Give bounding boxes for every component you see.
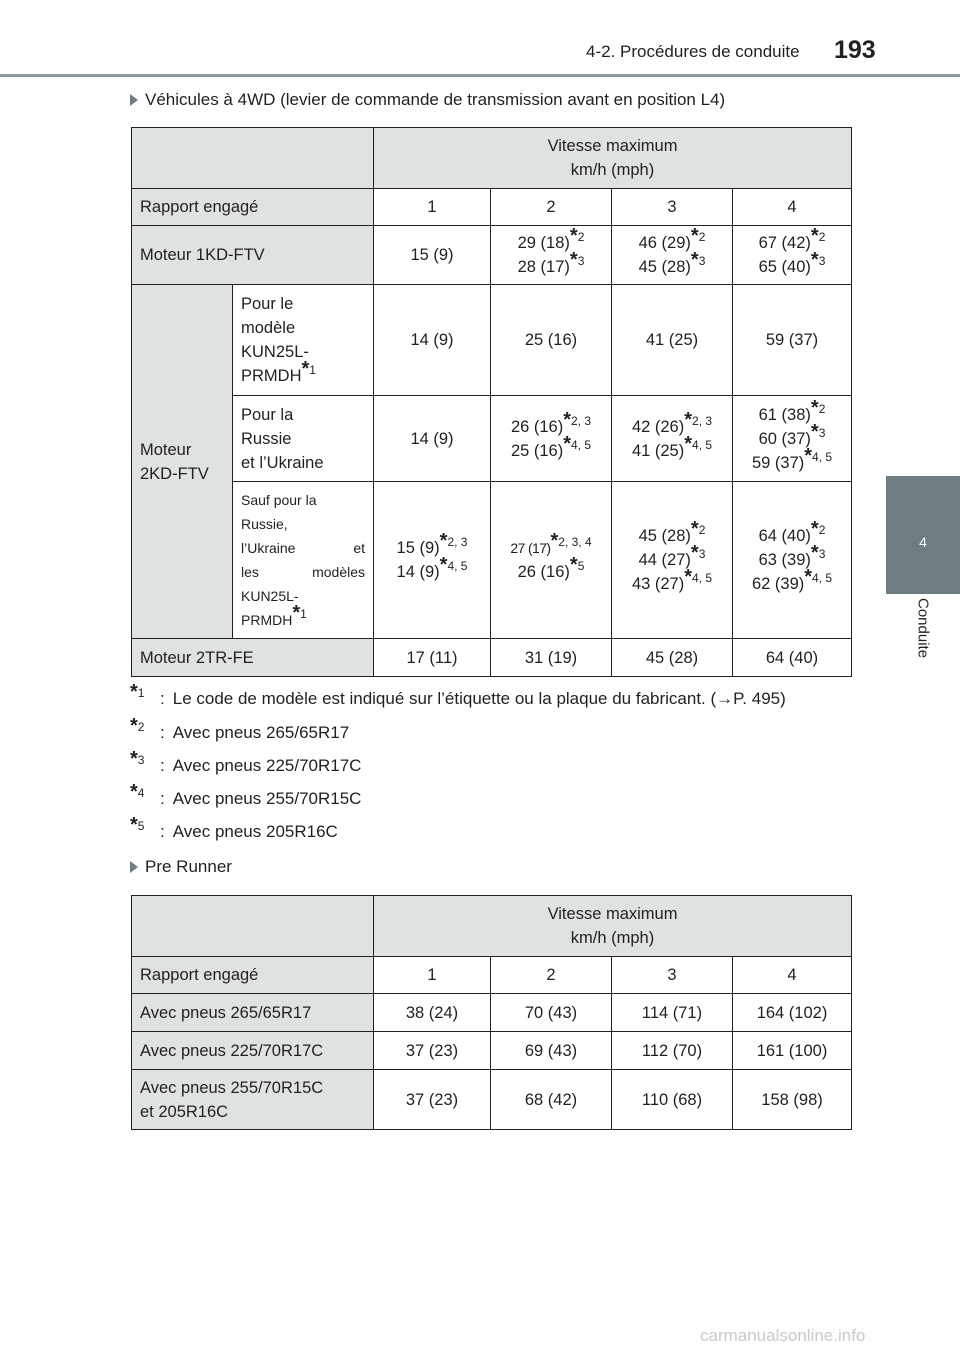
footnote-star: * <box>563 408 572 431</box>
value-cell: 15 (9) <box>374 226 491 285</box>
sub-label-line: modèle <box>241 319 296 337</box>
bullet-triangle-icon <box>130 861 138 873</box>
footnote-ref: 2 <box>818 401 826 416</box>
sub-label-cell <box>233 396 374 482</box>
footnote-marker <box>130 748 160 776</box>
footnote-star: * <box>130 715 138 737</box>
page-number: 193 <box>834 36 876 64</box>
value-cell <box>612 226 733 285</box>
table-row <box>132 285 852 396</box>
gear-cell: 1 <box>374 957 491 994</box>
footnote-ref: 2 <box>698 523 706 537</box>
value: 44 (27) <box>638 551 691 569</box>
value: 60 (37) <box>758 429 811 448</box>
watermark: carmanualsonline.info <box>700 1326 866 1345</box>
footnote-ref: 4, 5 <box>812 449 833 464</box>
row-label-cell <box>132 1032 374 1070</box>
footnote-text: Avec pneus 265/65R17 <box>172 723 350 742</box>
sub-label-line <box>241 560 369 584</box>
word: modèles <box>312 564 365 580</box>
sub-label-line: Russie <box>241 429 292 448</box>
sub-label-line: Sauf pour la <box>241 492 317 508</box>
value: 29 (18) <box>517 234 570 252</box>
footnote-ref: 2, 3, 4 <box>558 535 592 549</box>
footnote-text: Le code de modèle est indiqué sur l’étiquette ou la plaque du fabricant. ( <box>172 689 717 708</box>
footnote-star: * <box>810 225 819 247</box>
footnote-ref: 1 <box>137 686 145 700</box>
table-header-cell <box>374 128 852 189</box>
header-rule <box>0 74 960 77</box>
value-cell: 17 (11) <box>374 639 491 677</box>
value: 63 (39) <box>758 551 811 569</box>
table-row <box>132 994 852 1032</box>
sub-label-line: et l’Ukraine <box>241 453 324 472</box>
word: l’Ukraine <box>241 540 296 556</box>
gear-label-cell: Rapport engagé <box>132 957 374 994</box>
value-cell: 25 (16) <box>491 285 612 396</box>
footnote-ref: 4, 5 <box>692 571 713 585</box>
footnote-ref: 4, 5 <box>571 437 592 452</box>
value-cell <box>733 396 852 482</box>
gear-cell: 1 <box>374 189 491 226</box>
footnote-2 <box>130 715 350 743</box>
value-cell: 68 (42) <box>491 1070 612 1130</box>
header-line: Vitesse maximum <box>547 905 678 923</box>
value-cell: 112 (70) <box>612 1032 733 1070</box>
footnote-star: * <box>301 358 310 380</box>
footnote-star: * <box>569 225 578 247</box>
sub-label-line: PRMDH <box>241 612 293 628</box>
footnote-text: Avec pneus 225/70R17C <box>172 756 362 775</box>
table-row <box>132 482 852 639</box>
footnote-star: * <box>130 814 138 836</box>
row-label-line: Avec pneus 225/70R17C <box>140 1041 324 1060</box>
chapter-tab-text: Conduite <box>914 598 932 659</box>
footnote-colon: : <box>160 822 165 841</box>
footnote-star: * <box>810 420 819 443</box>
footnote-ref: 2 <box>577 230 585 244</box>
chapter-tab-number: 4 <box>919 534 927 550</box>
footnote-4 <box>130 781 362 809</box>
value-cell: 70 (43) <box>491 994 612 1032</box>
footnote-star: * <box>569 249 578 271</box>
value-cell: 164 (102) <box>733 994 852 1032</box>
section-4wd-title <box>130 90 725 110</box>
footnote-ref: 3 <box>577 254 585 268</box>
table-row <box>132 226 852 285</box>
word: et <box>353 540 365 556</box>
footnote-marker <box>130 781 160 809</box>
value-cell: 14 (9) <box>374 285 491 396</box>
footnote-ref: 5 <box>577 559 585 573</box>
footnote-star: * <box>690 518 699 540</box>
footnote-star: * <box>690 225 699 247</box>
value-cell <box>733 482 852 639</box>
row-label-cell: Moteur 2TR-FE <box>132 639 374 677</box>
table-row <box>132 189 852 226</box>
gear-cell: 3 <box>612 957 733 994</box>
group-label-line: 2KD-FTV <box>140 464 209 483</box>
value-cell: 14 (9) <box>374 396 491 482</box>
footnote-ref: 2, 3 <box>692 413 713 428</box>
bullet-triangle-icon <box>130 94 138 106</box>
value: 45 (28) <box>638 527 691 545</box>
value-cell: 45 (28) <box>612 639 733 677</box>
row-label-cell <box>132 1070 374 1130</box>
footnote-link-text: P. 495) <box>733 689 786 708</box>
speed-table-prerunner <box>131 895 852 1130</box>
footnote-star: * <box>804 566 813 588</box>
group-label-line: Moteur <box>140 440 192 459</box>
value-cell: 161 (100) <box>733 1032 852 1070</box>
header-line: Vitesse maximum <box>547 137 678 155</box>
value-cell: 37 (23) <box>374 1032 491 1070</box>
sub-label-line: PRMDH <box>241 367 302 385</box>
footnote-star: * <box>810 542 819 564</box>
value: 64 (40) <box>758 527 811 545</box>
footnote-ref: 4, 5 <box>447 559 468 573</box>
footnote-colon: : <box>160 723 165 742</box>
footnote-text: Avec pneus 205R16C <box>172 822 338 841</box>
value: 45 (28) <box>638 258 691 276</box>
footnote-star: * <box>130 681 138 703</box>
footnote-3 <box>130 748 362 776</box>
gear-cell: 2 <box>491 189 612 226</box>
gear-cell: 3 <box>612 189 733 226</box>
sub-label-line <box>241 536 369 560</box>
word: les <box>241 564 259 580</box>
footnote-ref: 3 <box>698 254 706 268</box>
footnote-ref: 2, 3 <box>447 535 468 549</box>
value: 26 (16) <box>517 563 570 581</box>
row-label-cell <box>132 994 374 1032</box>
footnote-marker <box>130 715 160 743</box>
footnote-star: * <box>550 530 559 552</box>
gear-cell: 4 <box>733 957 852 994</box>
value: 28 (17) <box>517 258 570 276</box>
footnote-star: * <box>439 530 448 552</box>
footnote-star: * <box>569 554 578 576</box>
section-prerunner-title <box>130 857 232 877</box>
sub-label-line: KUN25L- <box>241 588 299 604</box>
sub-label-line: Russie, <box>241 516 288 532</box>
footnote-ref: 3 <box>818 425 826 440</box>
footnote-star: * <box>690 542 699 564</box>
footnote-star: * <box>563 432 572 455</box>
value-cell: 38 (24) <box>374 994 491 1032</box>
value: 67 (42) <box>758 234 811 252</box>
row-label-line: Avec pneus 265/65R17 <box>140 1003 312 1022</box>
sub-label-line: Pour la <box>241 405 294 424</box>
footnote-ref: 5 <box>137 819 145 833</box>
value-cell: 31 (19) <box>491 639 612 677</box>
footnote-ref: 1 <box>309 363 316 377</box>
footnote-marker <box>130 814 160 842</box>
footnote-5 <box>130 814 338 842</box>
footnote-star: * <box>804 444 813 467</box>
table-row <box>132 1070 852 1130</box>
value-cell <box>612 396 733 482</box>
value: 25 (16) <box>510 441 564 460</box>
footnote-ref: 1 <box>300 607 307 621</box>
row-label-line: Avec pneus 255/70R15C <box>140 1078 324 1097</box>
footnote-star: * <box>810 249 819 271</box>
value-cell: 59 (37) <box>733 285 852 396</box>
table-corner-cell <box>132 896 374 957</box>
footnote-star: * <box>130 748 138 770</box>
value: 65 (40) <box>758 258 811 276</box>
footnote-ref: 3 <box>698 547 706 561</box>
table-header-cell <box>374 896 852 957</box>
footnote-colon: : <box>160 756 165 775</box>
table-row <box>132 128 852 189</box>
header-line: km/h (mph) <box>570 161 655 179</box>
section-4wd-title-text: Véhicules à 4WD (levier de commande de transmission avant en position L4) <box>145 90 726 109</box>
value: 42 (26) <box>631 417 685 436</box>
value-cell <box>491 396 612 482</box>
arrow-right-icon: → <box>716 689 734 708</box>
gear-label-cell: Rapport engagé <box>132 189 374 226</box>
footnote-star: * <box>292 602 301 624</box>
value-cell: 37 (23) <box>374 1070 491 1130</box>
value: 14 (9) <box>396 563 440 581</box>
value: 46 (29) <box>638 234 691 252</box>
sub-label-cell <box>233 285 374 396</box>
group-label-cell <box>132 285 233 639</box>
header-section-title: 4-2. Procédures de conduite <box>586 42 800 61</box>
sub-label-line: Pour le <box>241 295 294 313</box>
table-corner-cell <box>132 128 374 189</box>
footnote-1 <box>130 681 786 709</box>
footnote-star: * <box>439 554 448 576</box>
value-cell <box>491 482 612 639</box>
table-row <box>132 396 852 482</box>
footnote-ref: 2, 3 <box>571 413 592 428</box>
footnote-star: * <box>810 396 819 419</box>
value-cell: 69 (43) <box>491 1032 612 1070</box>
footnote-ref: 2 <box>818 523 826 537</box>
value-cell <box>733 226 852 285</box>
value-cell <box>612 482 733 639</box>
footnote-ref: 2 <box>698 230 706 244</box>
value: 15 (9) <box>396 539 440 557</box>
footnote-marker <box>130 681 160 709</box>
section-prerunner-title-text: Pre Runner <box>145 857 232 876</box>
footnote-ref: 4, 5 <box>812 571 833 585</box>
value: 41 (25) <box>631 441 685 460</box>
value-cell: 114 (71) <box>612 994 733 1032</box>
value-cell: 64 (40) <box>733 639 852 677</box>
value-cell <box>491 226 612 285</box>
footnote-ref: 4 <box>137 786 145 800</box>
gear-cell: 2 <box>491 957 612 994</box>
footnote-ref: 2 <box>137 720 145 734</box>
value-cell: 158 (98) <box>733 1070 852 1130</box>
footnote-ref: 3 <box>818 547 826 561</box>
value: 59 (37) <box>751 453 805 472</box>
footnote-ref: 3 <box>818 254 826 268</box>
footnote-star: * <box>810 518 819 540</box>
footnote-star: * <box>130 781 138 803</box>
header-line: km/h (mph) <box>570 929 655 947</box>
value: 61 (38) <box>758 405 811 424</box>
footnote-star: * <box>690 249 699 271</box>
gear-cell: 4 <box>733 189 852 226</box>
footnote-star: * <box>684 566 693 588</box>
value: 62 (39) <box>751 575 805 593</box>
value-cell <box>374 482 491 639</box>
sub-label-line: KUN25L- <box>241 343 309 361</box>
footnote-star: * <box>684 432 693 455</box>
table-row <box>132 1032 852 1070</box>
table-row <box>132 957 852 994</box>
footnote-ref: 2 <box>818 230 826 244</box>
footnote-text: Avec pneus 255/70R15C <box>172 789 362 808</box>
footnote-colon: : <box>160 789 165 808</box>
footnote-star: * <box>684 408 693 431</box>
table-row <box>132 896 852 957</box>
row-label-line: et 205R16C <box>140 1102 229 1121</box>
row-label-cell: Moteur 1KD-FTV <box>132 226 374 285</box>
value: 43 (27) <box>631 575 685 593</box>
value: 27 (17) <box>510 540 551 556</box>
value-cell: 41 (25) <box>612 285 733 396</box>
footnote-ref: 3 <box>137 753 145 767</box>
table-row <box>132 639 852 677</box>
footnote-ref: 4, 5 <box>692 437 713 452</box>
footnote-colon: : <box>160 689 165 708</box>
speed-table-4wd <box>131 127 852 677</box>
sub-label-cell <box>233 482 374 639</box>
value: 26 (16) <box>510 417 564 436</box>
chapter-tab-label <box>886 598 960 698</box>
value-cell: 110 (68) <box>612 1070 733 1130</box>
